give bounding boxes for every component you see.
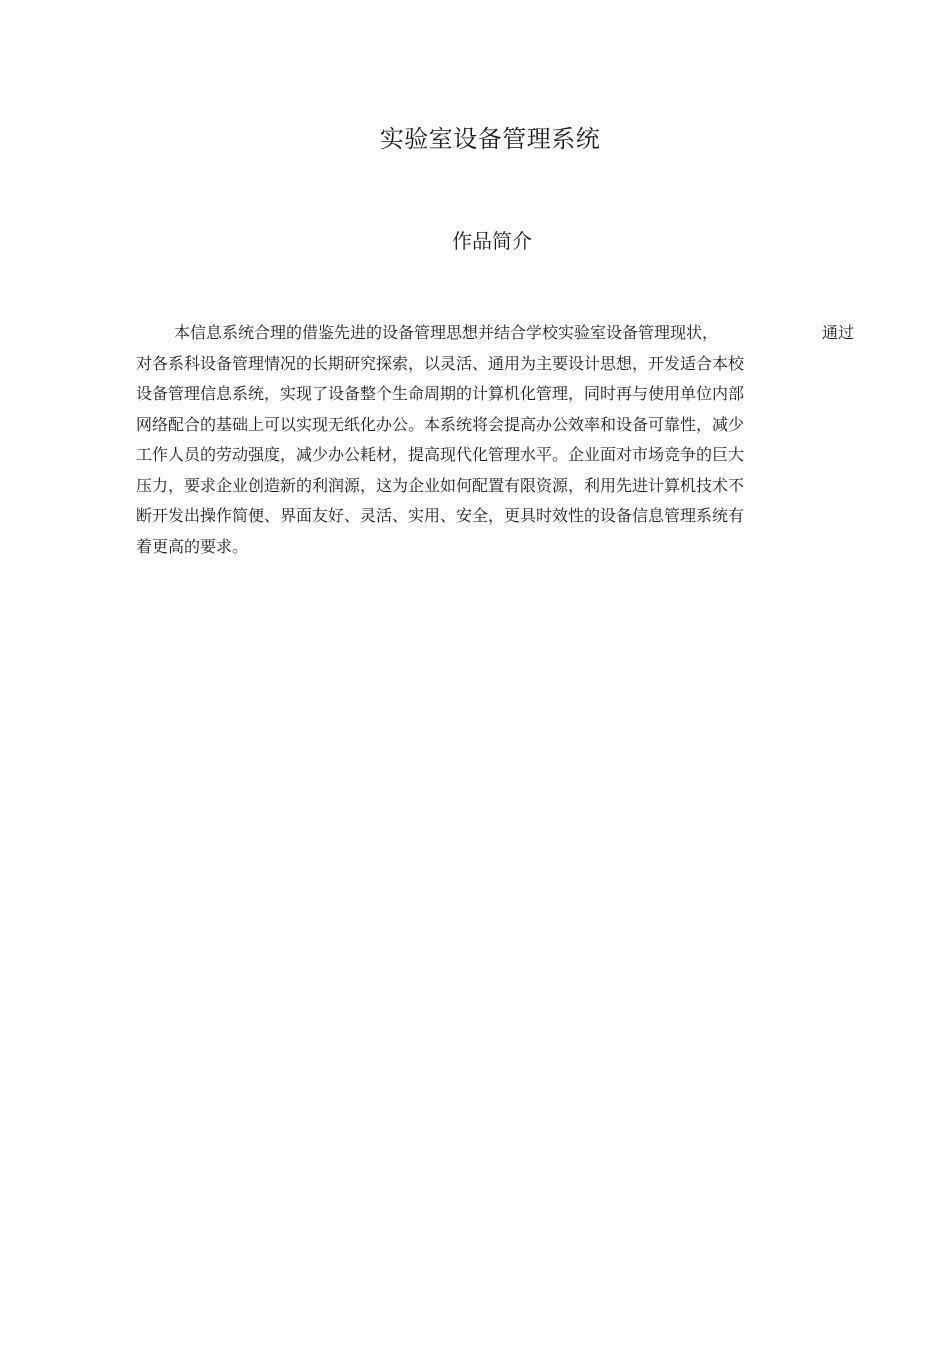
paragraph-line-text: 本信息系统合理的借鉴先进的设备管理思想并结合学校实验室设备管理现状， [174, 323, 719, 342]
paragraph-line: 断开发出操作简便、界面友好、灵活、实用、安全，更具时效性的设备信息管理系统有 [136, 506, 745, 525]
paragraph-line: 对各系科设备管理情况的长期研究探索，以灵活、通用为主要设计思想，开发适合本校 [136, 353, 745, 373]
paragraph-line: 网络配合的基础上可以实现无纸化办公。本系统将会提高办公效率和设备可靠性，减少 [136, 414, 745, 434]
paragraph-line: 工作人员的劳动强度，减少办公耗材，提高现代化管理水平。企业面对市场竞争的巨大 [136, 445, 745, 464]
section-heading: 作品简介 [452, 229, 532, 253]
introduction-paragraph [136, 318, 866, 562]
document-title: 实验室设备管理系统 [379, 125, 601, 153]
paragraph-line-tail: 通过 [822, 323, 855, 342]
paragraph-line: 压力，要求企业创造新的利润源，这为企业如何配置有限资源，利用先进计算机技术不 [136, 475, 745, 495]
paragraph-line: 着更高的要求。 [136, 536, 249, 556]
paragraph-line [136, 318, 866, 349]
paragraph-line: 设备管理信息系统，实现了设备整个生命周期的计算机化管理，同时再与使用单位内部 [136, 384, 745, 403]
